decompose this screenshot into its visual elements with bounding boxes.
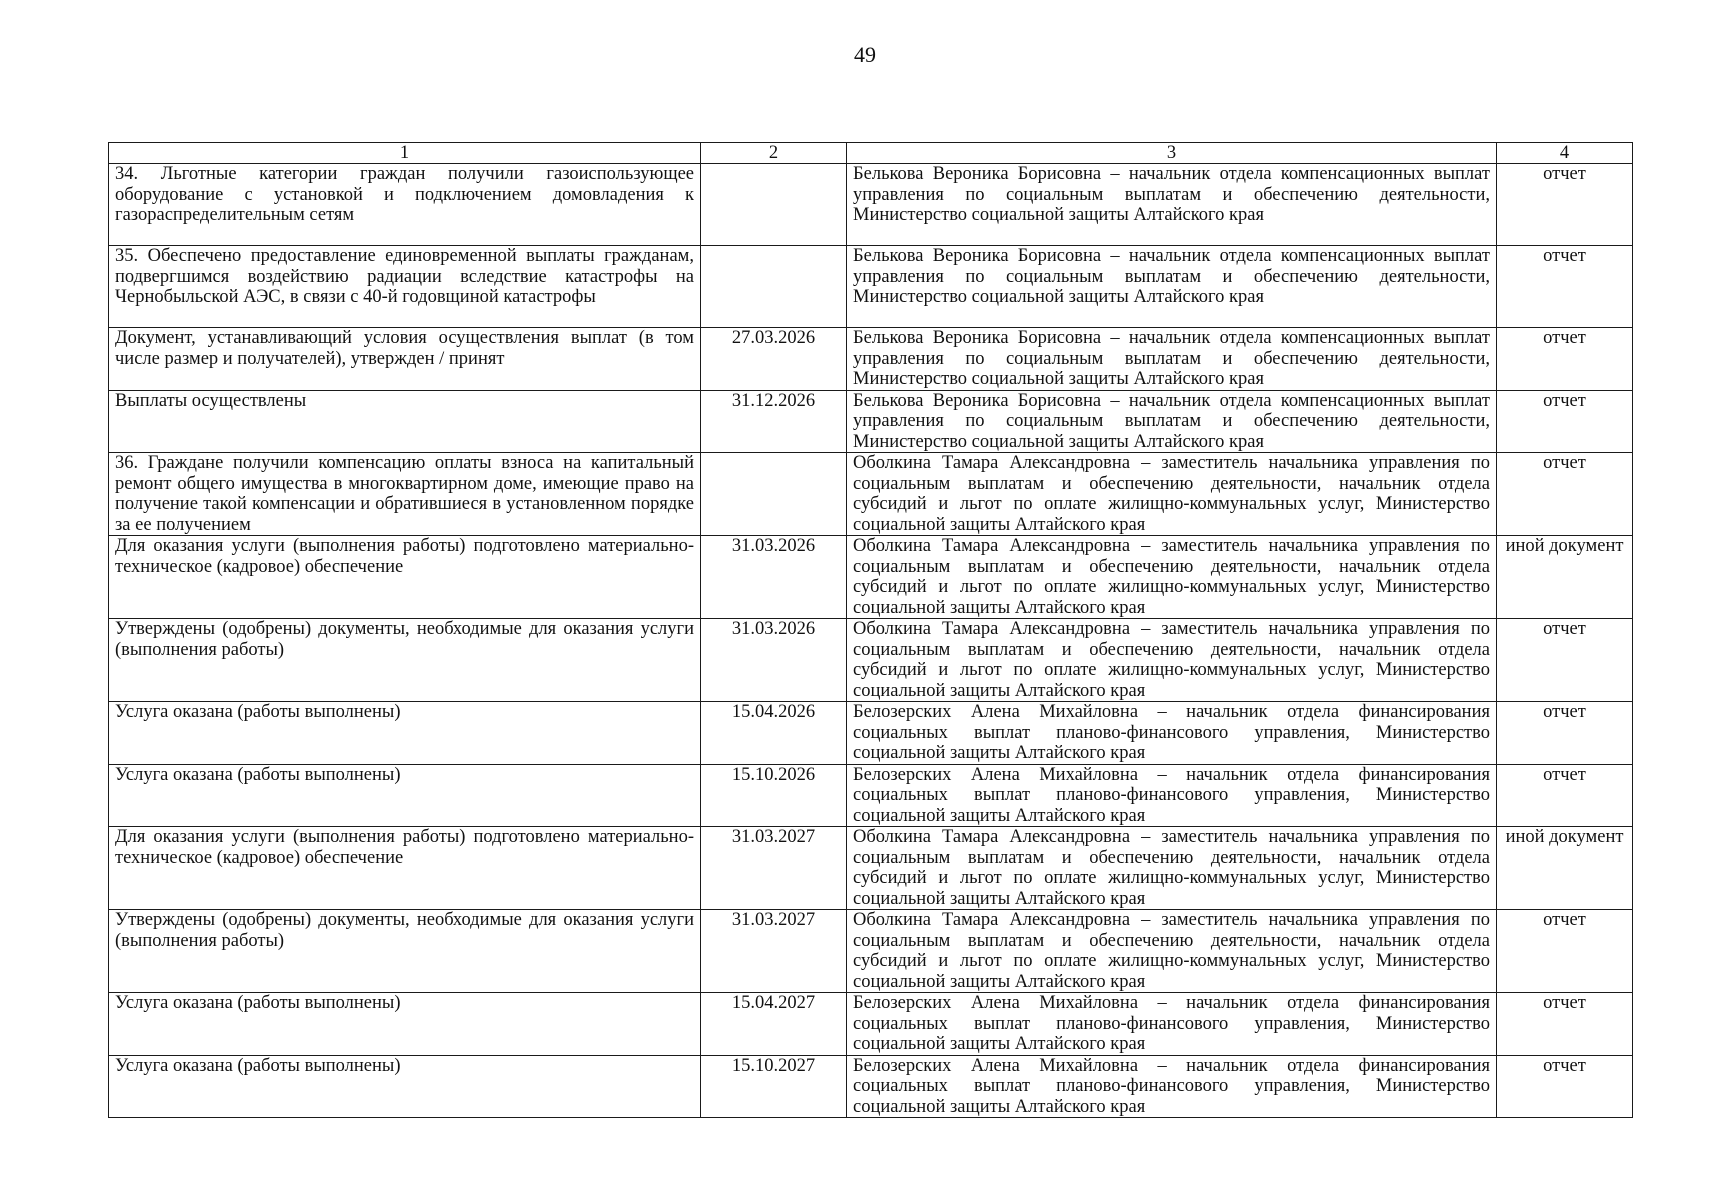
table-row <box>109 390 1633 453</box>
column-number-row <box>109 143 1633 164</box>
table-row <box>109 246 1633 328</box>
table-row <box>109 1055 1633 1118</box>
document-type-cell: отчет <box>1497 328 1633 391</box>
document-type-cell: иной документ <box>1497 827 1633 910</box>
responsible-cell: Белозерских Алена Михайловна – начальник отдела финансирования социальных выплат планово-финансового управления, Министерство социальной защиты Алтайского края <box>847 993 1497 1056</box>
responsible-cell: Белькова Вероника Борисовна – начальник отдела компенсационных выплат управления по социальным выплатам и обеспечению деятельности, Министерство социальной защиты Алтайского края <box>847 246 1497 328</box>
document-type-cell: отчет <box>1497 390 1633 453</box>
document-type-cell: отчет <box>1497 702 1633 765</box>
plan-table <box>108 142 1633 1118</box>
responsible-cell: Белькова Вероника Борисовна – начальник отдела компенсационных выплат управления по социальным выплатам и обеспечению деятельности, Министерство социальной защиты Алтайского края <box>847 390 1497 453</box>
document-type-cell: отчет <box>1497 619 1633 702</box>
date-cell: 27.03.2026 <box>701 328 847 391</box>
document-type-cell: отчет <box>1497 764 1633 827</box>
responsible-cell: Белькова Вероника Борисовна – начальник отдела компенсационных выплат управления по социальным выплатам и обеспечению деятельности, Министерство социальной защиты Алтайского края <box>847 328 1497 391</box>
date-cell <box>701 164 847 246</box>
date-cell: 15.04.2027 <box>701 993 847 1056</box>
table-row <box>109 619 1633 702</box>
table-row <box>109 453 1633 536</box>
document-type-cell: отчет <box>1497 1055 1633 1118</box>
table-row <box>109 993 1633 1056</box>
event-cell: Услуга оказана (работы выполнены) <box>109 764 701 827</box>
date-cell: 15.10.2026 <box>701 764 847 827</box>
responsible-cell: Белозерских Алена Михайловна – начальник отдела финансирования социальных выплат планово-финансового управления, Министерство социальной защиты Алтайского края <box>847 1055 1497 1118</box>
responsible-cell: Оболкина Тамара Александровна – заместитель начальника управления по социальным выплатам и обеспечению деятельности, начальник отдела субсидий и льгот по оплате жилищно-коммунальных услуг, Министерство социальной защиты Алтайского края <box>847 910 1497 993</box>
date-cell: 31.03.2027 <box>701 827 847 910</box>
event-cell: Утверждены (одобрены) документы, необходимые для оказания услуги (выполнения работы) <box>109 910 701 993</box>
column-number-4: 4 <box>1497 143 1633 164</box>
event-cell: Для оказания услуги (выполнения работы) подготовлено материально-техническое (кадровое) обеспечение <box>109 827 701 910</box>
column-number-2: 2 <box>701 143 847 164</box>
table-row <box>109 536 1633 619</box>
responsible-cell: Белькова Вероника Борисовна – начальник отдела компенсационных выплат управления по социальным выплатам и обеспечению деятельности, Министерство социальной защиты Алтайского края <box>847 164 1497 246</box>
event-cell: Услуга оказана (работы выполнены) <box>109 702 701 765</box>
date-cell: 31.03.2026 <box>701 619 847 702</box>
event-cell: Услуга оказана (работы выполнены) <box>109 993 701 1056</box>
event-cell: 35. Обеспечено предоставление единовременной выплаты гражданам, подвергшимся воздействию радиации вследствие катастрофы на Чернобыльской АЭС, в связи с 40-й годовщиной катастрофы <box>109 246 701 328</box>
date-cell <box>701 453 847 536</box>
document-type-cell: иной документ <box>1497 536 1633 619</box>
responsible-cell: Оболкина Тамара Александровна – заместитель начальника управления по социальным выплатам и обеспечению деятельности, начальник отдела субсидий и льгот по оплате жилищно-коммунальных услуг, Министерство социальной защиты Алтайского края <box>847 827 1497 910</box>
table-row <box>109 328 1633 391</box>
page-number: 49 <box>854 42 876 67</box>
table-row <box>109 910 1633 993</box>
date-cell <box>701 246 847 328</box>
event-cell: 36. Граждане получили компенсацию оплаты взноса на капитальный ремонт общего имущества в многоквартирном доме, имеющие право на получение такой компенсации и обратившиеся в установленном порядке за ее получением <box>109 453 701 536</box>
table-row <box>109 164 1633 246</box>
responsible-cell: Белозерских Алена Михайловна – начальник отдела финансирования социальных выплат планово-финансового управления, Министерство социальной защиты Алтайского края <box>847 764 1497 827</box>
responsible-cell: Оболкина Тамара Александровна – заместитель начальника управления по социальным выплатам и обеспечению деятельности, начальник отдела субсидий и льгот по оплате жилищно-коммунальных услуг, Министерство социальной защиты Алтайского края <box>847 536 1497 619</box>
date-cell: 31.12.2026 <box>701 390 847 453</box>
date-cell: 15.10.2027 <box>701 1055 847 1118</box>
column-number-1: 1 <box>109 143 701 164</box>
table-body <box>109 164 1633 1118</box>
column-number-3: 3 <box>847 143 1497 164</box>
responsible-cell: Оболкина Тамара Александровна – заместитель начальника управления по социальным выплатам и обеспечению деятельности, начальник отдела субсидий и льгот по оплате жилищно-коммунальных услуг, Министерство социальной защиты Алтайского края <box>847 619 1497 702</box>
date-cell: 15.04.2026 <box>701 702 847 765</box>
event-cell: Выплаты осуществлены <box>109 390 701 453</box>
event-cell: Утверждены (одобрены) документы, необходимые для оказания услуги (выполнения работы) <box>109 619 701 702</box>
event-cell: Услуга оказана (работы выполнены) <box>109 1055 701 1118</box>
event-cell: Для оказания услуги (выполнения работы) подготовлено материально-техническое (кадровое) обеспечение <box>109 536 701 619</box>
document-type-cell: отчет <box>1497 246 1633 328</box>
event-cell: Документ, устанавливающий условия осуществления выплат (в том числе размер и получателей), утвержден / принят <box>109 328 701 391</box>
responsible-cell: Белозерских Алена Михайловна – начальник отдела финансирования социальных выплат планово-финансового управления, Министерство социальной защиты Алтайского края <box>847 702 1497 765</box>
table-row <box>109 764 1633 827</box>
event-cell: 34. Льготные категории граждан получили газоиспользующее оборудование с установкой и подключением домовладения к газораспределительным сетям <box>109 164 701 246</box>
responsible-cell: Оболкина Тамара Александровна – заместитель начальника управления по социальным выплатам и обеспечению деятельности, начальник отдела субсидий и льгот по оплате жилищно-коммунальных услуг, Министерство социальной защиты Алтайского края <box>847 453 1497 536</box>
date-cell: 31.03.2027 <box>701 910 847 993</box>
date-cell: 31.03.2026 <box>701 536 847 619</box>
document-type-cell: отчет <box>1497 993 1633 1056</box>
table-row <box>109 702 1633 765</box>
table-row <box>109 827 1633 910</box>
document-type-cell: отчет <box>1497 453 1633 536</box>
document-type-cell: отчет <box>1497 910 1633 993</box>
document-type-cell: отчет <box>1497 164 1633 246</box>
